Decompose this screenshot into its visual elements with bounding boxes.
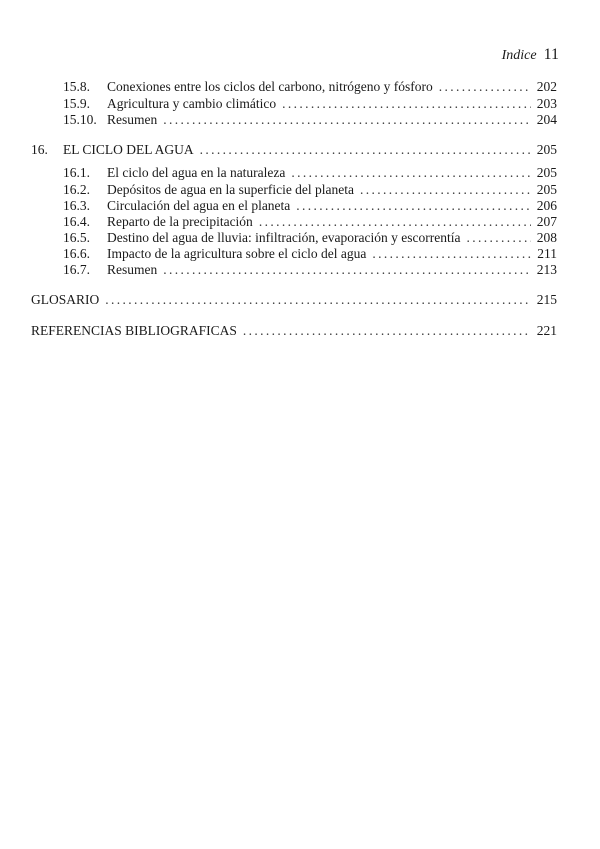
entry-number: 16.3. <box>63 198 90 213</box>
dot-leader <box>372 245 531 262</box>
entry-title: Resumen <box>107 112 158 127</box>
dot-leader <box>439 78 531 95</box>
entry-title: Resumen <box>107 262 158 277</box>
dot-leader <box>163 111 531 128</box>
chapter-page: 205 <box>536 142 557 157</box>
entry-title: Conexiones entre los ciclos del carbono, nitrógeno y fósforo <box>107 79 433 94</box>
page-number: 11 <box>543 46 559 63</box>
entry-page: 207 <box>536 214 557 229</box>
dot-leader <box>360 181 531 198</box>
entry-number: 16.4. <box>63 214 90 229</box>
toc-entry-16-7[interactable] <box>63 261 557 278</box>
entry-title: El ciclo del agua en la naturaleza <box>107 165 286 180</box>
dot-leader <box>467 229 531 246</box>
toc-referencias[interactable] <box>31 322 557 339</box>
toc-entry-15-9[interactable] <box>63 95 557 112</box>
dot-leader <box>291 164 530 181</box>
entry-page: 205 <box>536 182 557 197</box>
dot-leader <box>296 197 530 214</box>
entry-number: 15.9. <box>63 96 90 111</box>
toc-entry-16-2[interactable] <box>63 181 557 198</box>
toc-entry-16-5[interactable] <box>63 229 557 246</box>
dot-leader <box>105 291 530 308</box>
toc-entry-15-10[interactable] <box>63 111 557 128</box>
dot-leader <box>163 261 531 278</box>
chapter-title: GLOSARIO <box>31 292 100 307</box>
entry-title: Reparto de la precipitación <box>107 214 253 229</box>
dot-leader <box>243 322 531 339</box>
entry-page: 211 <box>537 246 557 261</box>
entry-number: 16.7. <box>63 262 90 277</box>
entry-number: 15.8. <box>63 79 90 94</box>
entry-title: Agricultura y cambio climático <box>107 96 277 111</box>
entry-page: 213 <box>536 262 557 277</box>
entry-page: 204 <box>536 112 557 127</box>
entry-title: Impacto de la agricultura sobre el ciclo del agua <box>107 246 367 261</box>
toc-glosario[interactable] <box>31 291 557 308</box>
entry-number: 16.6. <box>63 246 90 261</box>
entry-title: Circulación del agua en el planeta <box>107 198 291 213</box>
chapter-title: EL CICLO DEL AGUA <box>63 142 194 157</box>
toc-entry-16-6[interactable] <box>63 245 557 262</box>
dot-leader <box>200 141 531 158</box>
chapter-page: 221 <box>536 323 557 338</box>
dot-leader <box>282 95 531 112</box>
toc-chapter-16[interactable] <box>31 141 557 158</box>
entry-title: Destino del agua de lluvia: infiltración, evaporación y escorrentía <box>107 230 461 245</box>
toc-entry-16-1[interactable] <box>63 164 557 181</box>
entry-number: 16.5. <box>63 230 90 245</box>
running-header <box>502 46 559 64</box>
entry-number: 15.10. <box>63 112 97 127</box>
chapter-number: 16. <box>31 142 48 157</box>
running-header-title: Indice <box>501 48 537 63</box>
entry-page: 206 <box>536 198 557 213</box>
entry-page: 208 <box>536 230 557 245</box>
entry-page: 205 <box>536 165 557 180</box>
chapter-page: 215 <box>536 292 557 307</box>
entry-page: 203 <box>536 96 557 111</box>
entry-number: 16.1. <box>63 165 90 180</box>
dot-leader <box>259 213 531 230</box>
toc-entry-15-8[interactable] <box>63 78 557 95</box>
entry-page: 202 <box>536 79 557 94</box>
chapter-title: REFERENCIAS BIBLIOGRAFICAS <box>31 323 237 338</box>
entry-title: Depósitos de agua en la superficie del planeta <box>107 182 355 197</box>
toc-entry-16-4[interactable] <box>63 213 557 230</box>
toc-entry-16-3[interactable] <box>63 197 557 214</box>
entry-number: 16.2. <box>63 182 90 197</box>
